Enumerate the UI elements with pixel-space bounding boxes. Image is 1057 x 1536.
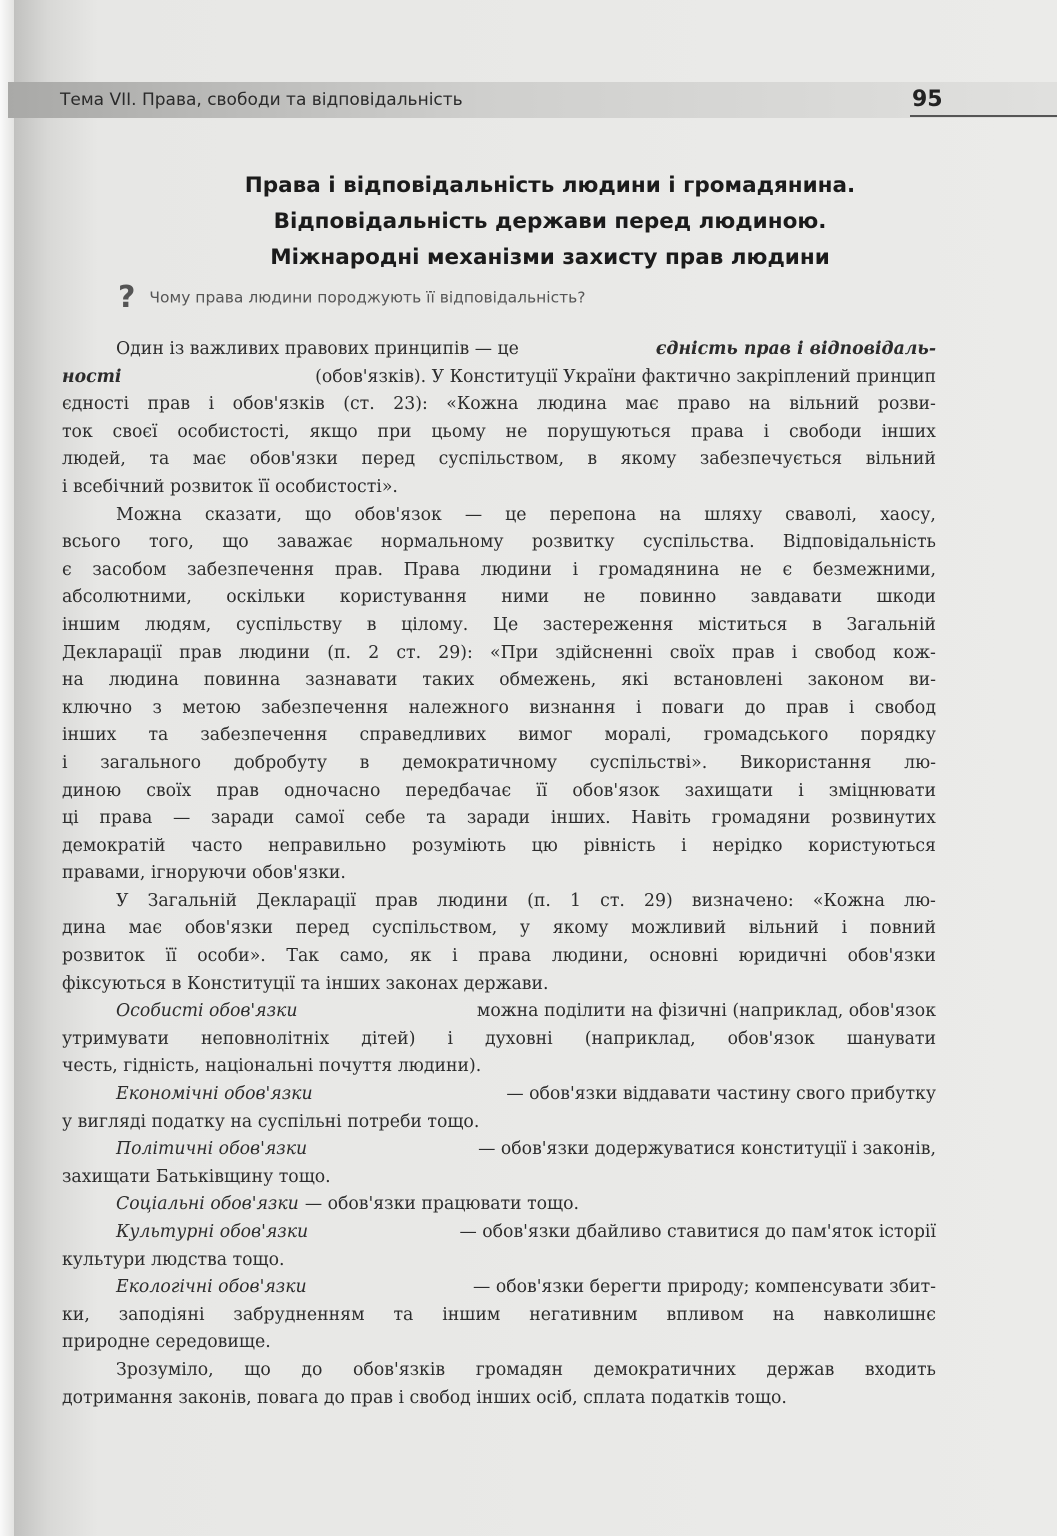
text-line: у вигляді податку на суспільні потреби тощо.	[62, 1111, 480, 1132]
text-line: культури людства тощо.	[62, 1249, 285, 1270]
text-line: є засобом забезпечення прав. Права людини і громадянина не є безмежними,	[62, 559, 936, 580]
text-line: Декларації прав людини (п. 2 ст. 29): «При здійсненні своїх прав і свобод кож-	[62, 642, 936, 663]
page-number: 95	[912, 87, 943, 112]
title-line-2: Відповідальність держави перед людиною.	[273, 209, 827, 234]
emphasis-term: Економічні обов'язки	[116, 1084, 313, 1105]
text-line: людей, та має обов'язки перед суспільством, в якому забезпечується вільний	[62, 449, 936, 470]
text-line: захищати Батьківщину тощо.	[62, 1166, 331, 1187]
text-line: Культурні обов'язки — обов'язки дбайливо ставитися до пам'яток історії	[62, 1219, 936, 1247]
text-line: і всебічний розвиток її особистості».	[62, 476, 398, 497]
body-text	[62, 336, 936, 1412]
emphasis-term: Особисті обов'язки	[116, 1001, 298, 1022]
text-line: Особисті обов'язки можна поділити на фізичні (наприклад, обов'язок	[62, 998, 936, 1026]
emphasis-term: Культурні обов'язки	[116, 1222, 309, 1242]
text-line: ності (обов'язків). У Конституції України фактично закріплений принцип	[62, 364, 936, 392]
text-line: іншим людям, суспільству в цілому. Це застереження міститься в Загальній	[62, 614, 936, 635]
text-line: ключно з метою забезпечення належного визнання і поваги до прав і свобод	[62, 697, 936, 718]
text-line: дотримання законів, повага до прав і свобод інших осіб, сплата податків тощо.	[62, 1387, 787, 1408]
text-line: честь, гідність, національні почуття людини).	[62, 1056, 482, 1077]
text-line: фіксуються в Конституції та інших законах держави.	[62, 973, 549, 994]
text-line: і загального добробуту в демократичному суспільстві». Використання лю-	[62, 752, 936, 773]
emphasis-term: Соціальні обов'язки	[116, 1194, 299, 1215]
book-spine-edge	[0, 0, 14, 1536]
text-line: всього того, що заважає нормальному розвитку суспільства. Відповідальність	[62, 532, 936, 553]
text-line: Політичні обов'язки — обов'язки додержуватися конституції і законів,	[62, 1136, 936, 1164]
text-line: природне середовище.	[62, 1332, 271, 1353]
text-line: Соціальні обов'язки — обов'язки працювати тощо.	[62, 1191, 936, 1219]
header-rule	[910, 115, 1057, 117]
text-line: правами, ігноруючи обов'язки.	[62, 863, 346, 884]
emphasis-term: єдність прав і відповідаль-	[655, 339, 936, 359]
text-line: Екологічні обов'язки — обов'язки берегти природу; компенсувати збит-	[62, 1274, 936, 1302]
emphasis-term: ності	[62, 366, 122, 387]
text-line: Зрозуміло, що до обов'язків громадян демократичних держав входить	[116, 1359, 936, 1380]
emphasis-term: Політичні обов'язки	[116, 1139, 308, 1160]
text-line: У Загальній Декларації прав людини (п. 1 ст. 29) визначено: «Кожна лю-	[116, 890, 936, 911]
title-line-1: Права і відповідальність людини і громадянина.	[244, 173, 856, 198]
text-line: абсолютними, оскільки користування ними не повинно завдавати шкоди	[62, 587, 936, 608]
text-line: інших та забезпечення справедливих вимог моралі, громадського порядку	[62, 725, 936, 746]
text-line: утримувати неповнолітніх дітей) і духовні (наприклад, обов'язок шанувати	[62, 1028, 936, 1049]
text-line: ток своєї особистості, якщо при цьому не порушуються права і свободи інших	[62, 421, 936, 442]
question-block	[118, 280, 586, 315]
text-line: на людина повинна зазнавати таких обмежень, які встановлені законом ви-	[62, 670, 936, 691]
section-title	[110, 168, 990, 276]
text-line: Можна сказати, що обов'язок — це перепона на шляху сваволі, хаосу,	[116, 504, 936, 525]
text-line: ки, заподіяні забрудненням та іншим негативним впливом на навколишнє	[62, 1304, 936, 1325]
text-line: демократій часто неправильно розуміють цю рівність і нерідко користуються	[62, 835, 936, 856]
question-mark-icon: ?	[118, 280, 136, 315]
running-head: Тема VII. Права, свободи та відповідальність	[60, 90, 463, 110]
text-line: дина має обов'язки перед суспільством, у якому можливий вільний і повний	[62, 918, 936, 939]
text-line: єдності прав і обов'язків (ст. 23): «Кожна людина має право на вільний розви-	[62, 394, 936, 415]
text-line: розвиток її особи». Так само, як і права людини, основні юридичні обов'язки	[62, 946, 936, 967]
question-text: Чому права людини породжують її відповідальність?	[149, 288, 586, 307]
text-line: Економічні обов'язки — обов'язки віддавати частину свого прибутку	[62, 1081, 936, 1109]
text-line: ці права — заради самої себе та заради інших. Навіть громадяни розвинутих	[62, 808, 936, 829]
title-line-3: Міжнародні механізми захисту прав людини	[270, 245, 830, 270]
emphasis-term: Екологічні обов'язки	[116, 1277, 307, 1298]
text-line: диною своїх прав одночасно передбачає її обов'язок захищати і зміцнювати	[62, 780, 936, 801]
text-line: Один із важливих правових принципів — це єдність прав і відповідаль-	[62, 336, 936, 364]
